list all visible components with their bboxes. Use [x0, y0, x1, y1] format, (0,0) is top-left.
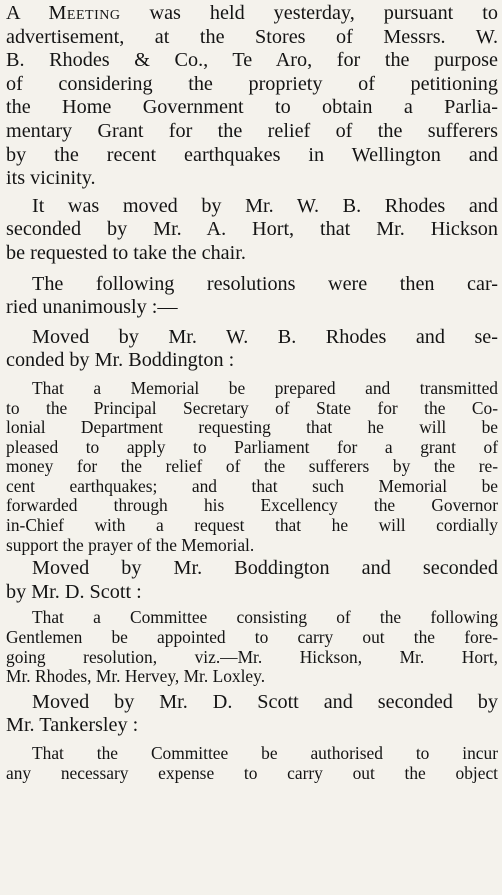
text-line: Mr. Rhodes, Mr. Hervey, Mr. Loxley. [6, 666, 266, 687]
text-line: Moved by Mr. D. Scott and seconded by [32, 690, 498, 713]
text-line: Gentlemen be appointed to carry out the fore- [6, 627, 498, 648]
paragraph-resolution-expense [6, 744, 498, 783]
text-line: That a Memorial be prepared and transmitted [32, 377, 498, 398]
text-line: B. Rhodes & Co., Te Aro, for the purpose [6, 49, 498, 72]
text-line: to the Principal Secretary of State for the Co- [6, 397, 498, 418]
text-line: That the Committee be authorised to incur [32, 743, 498, 763]
text-line: by the recent earthquakes in Wellington and [6, 143, 498, 166]
paragraph-meeting-report [6, 0, 498, 191]
text-line [6, 2, 498, 26]
text-line: ried unanimously :— [6, 296, 178, 319]
text-line: be requested to take the chair. [6, 241, 246, 264]
text-line: of considering the propriety of petitioning [6, 72, 498, 95]
paragraph-resolution-committee [6, 608, 498, 686]
paragraph-chair-motion [6, 195, 498, 266]
text-line: forwarded through his Excellency the Governor [6, 495, 498, 516]
text-line: pleased to apply to Parliament for a grant of [6, 436, 498, 457]
text-line: support the prayer of the Memorial. [6, 534, 255, 555]
text-line: any necessary expense to carry out the object [6, 762, 498, 783]
text-fragment: was held yesterday, pursuant to [120, 2, 498, 24]
text-line: Moved by Mr. W. B. Rhodes and se- [32, 325, 498, 348]
text-line: Moved by Mr. Boddington and seconded [32, 557, 498, 580]
paragraph-resolution-memorial [6, 379, 498, 555]
text-line: The following resolutions were then car- [32, 272, 498, 295]
text-line: Mr. Tankersley : [6, 714, 139, 737]
paragraph-resolutions-intro [6, 273, 498, 320]
text-line: its vicinity. [6, 167, 96, 190]
text-line: money for the relief of the sufferers by the re- [6, 456, 498, 477]
paragraph-motion-3 [6, 691, 498, 738]
text-line: lonial Department requesting that he will be [6, 417, 498, 438]
text-line: the Home Government to obtain a Parlia- [6, 96, 498, 119]
text-line: seconded by Mr. A. Hort, that Mr. Hickson [6, 218, 498, 241]
paragraph-motion-1 [6, 326, 498, 373]
text-line: cent earthquakes; and that such Memorial be [6, 475, 498, 496]
text-line: going resolution, viz.—Mr. Hickson, Mr. Hort, [6, 646, 498, 667]
text-line: conded by Mr. Boddington : [6, 349, 235, 372]
text-line: in-Chief with a request that he will cordially [6, 515, 498, 536]
text-line: advertisement, at the Stores of Messrs. W. [6, 25, 498, 48]
text-line: by Mr. D. Scott : [6, 580, 142, 603]
text-line: That a Committee consisting of the following [32, 607, 498, 628]
text-line: It was moved by Mr. W. B. Rhodes and [32, 194, 498, 217]
text-fragment: A [6, 2, 49, 24]
text-line: mentary Grant for the relief of the sufferers [6, 119, 498, 142]
paragraph-motion-2 [6, 557, 498, 604]
small-caps-word: Meeting [48, 2, 121, 24]
